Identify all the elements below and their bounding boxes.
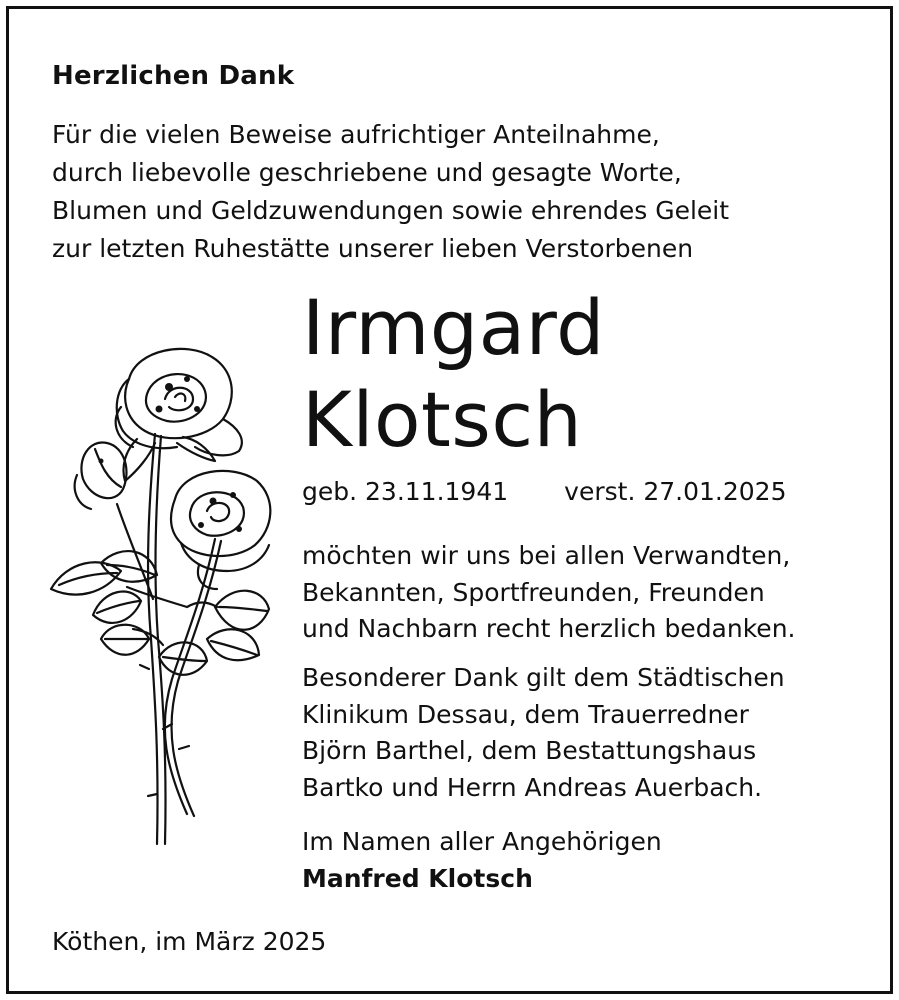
closing — [302, 824, 662, 897]
birth-date: geb. 23.11.1941 — [302, 477, 509, 506]
special-thanks-text — [302, 660, 785, 806]
intro-line: Blumen und Geldzuwendungen sowie ehrendes Geleit — [52, 196, 730, 225]
place-and-date: Köthen, im März 2025 — [52, 927, 327, 956]
intro-line: zur letzten Ruhestätte unserer lieben Verstorbenen — [52, 234, 694, 263]
deceased-last-name: Klotsch — [302, 375, 583, 464]
death-date: verst. 27.01.2025 — [564, 477, 787, 506]
intro-line: Für die vielen Beweise aufrichtiger Anteilnahme, — [52, 120, 660, 149]
signer-name: Manfred Klotsch — [302, 863, 533, 893]
thanks-line: und Nachbarn recht herzlich bedanken. — [302, 614, 796, 643]
deceased-first-name: Irmgard — [302, 283, 605, 372]
thanks-text — [302, 538, 795, 648]
thanks-line: Bekannten, Sportfreunden, Freunden — [302, 577, 765, 607]
deceased-name — [302, 282, 605, 466]
heading: Herzlichen Dank — [52, 61, 295, 91]
rose-icon — [37, 339, 277, 859]
special-thanks-line: Björn Barthel, dem Bestattungshaus — [302, 736, 757, 765]
thanks-line: möchten wir uns bei allen Verwandten, — [302, 541, 791, 570]
special-thanks-line: Bartko und Herrn Andreas Auerbach. — [302, 772, 763, 802]
special-thanks-line: Besonderer Dank gilt dem Städtischen — [302, 663, 785, 692]
intro-line: durch liebevolle geschriebene und gesagte Worte, — [52, 158, 682, 187]
life-dates — [302, 477, 786, 506]
intro-text — [52, 116, 729, 268]
on-behalf-line: Im Namen aller Angehörigen — [302, 827, 662, 856]
obituary-card — [6, 6, 893, 994]
special-thanks-line: Klinikum Dessau, dem Trauerredner — [302, 699, 749, 729]
